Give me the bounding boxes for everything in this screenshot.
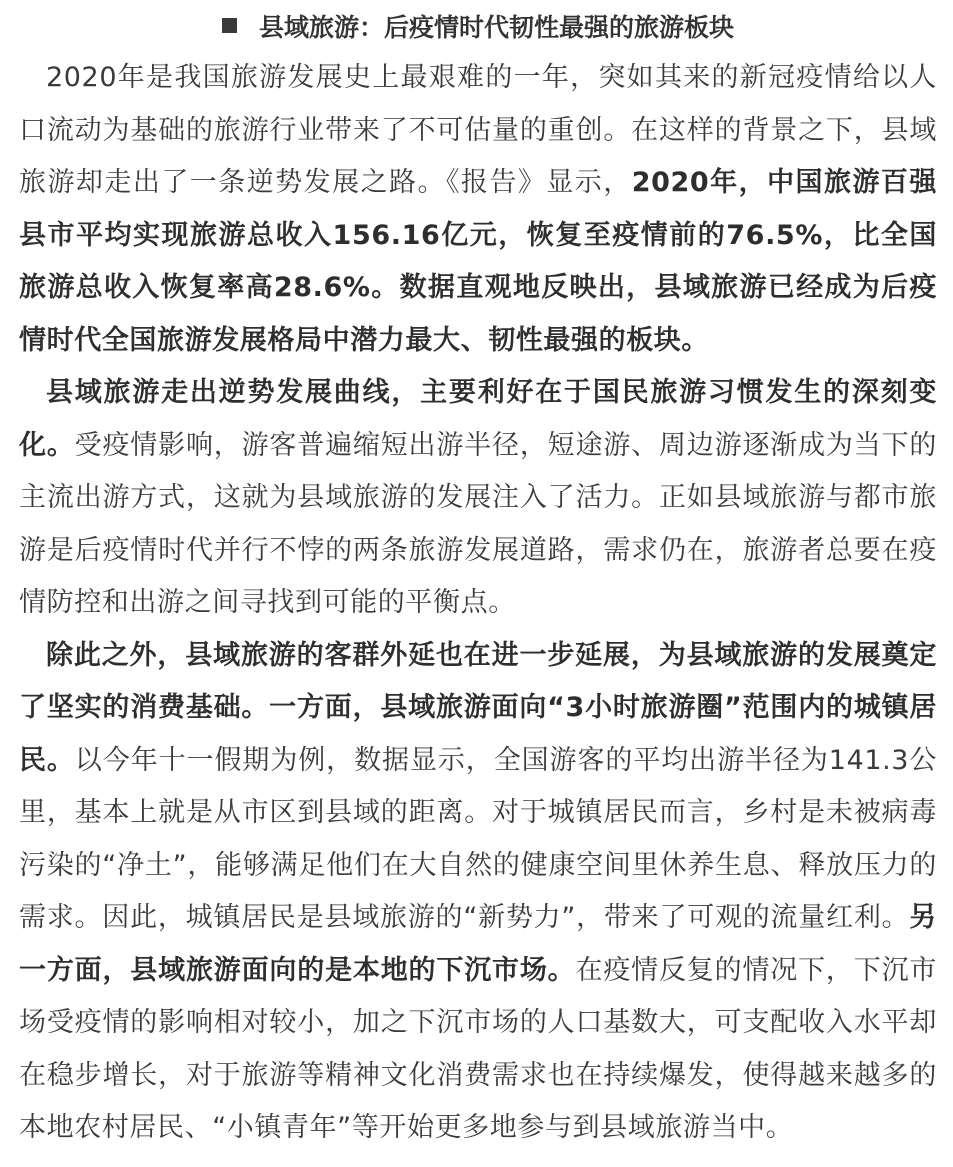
paragraph-1-text: 2020年是我国旅游发展史上最艰难的一年，突如其来的新冠疫情给以人口流动为基础的旅游行业带来了不可估量的重创。在这样的背景之下，县域旅游却走出了一条逆势发展之路。《报告》显示， (19, 62, 937, 198)
paragraph-3-bold-text-1: 除此之外，县域旅游的客群外延也在进一步延展，为县域旅游的发展奠定了坚实的消费基础。一方面，县域旅游面向“3小时旅游圈”范围内的城镇居民。 (19, 639, 937, 776)
square-bullet-icon (222, 18, 237, 33)
section-heading-text: 县域旅游：后疫情时代韧性最强的旅游板块 (258, 13, 734, 42)
paragraph-2-text: 受疫情影响，游客普遍缩短出游半径，短途游、周边游逐渐成为当下的主流出游方式，这就为县域旅游的发展注入了活力。正如县域旅游与都市旅游是后疫情时代并行不悖的两条旅游发展道路，需求仍在，旅游者总要在疫情防控和出游之间寻找到可能的平衡点。 (19, 429, 937, 618)
paragraph-2-bold-text: 县域旅游走出逆势发展曲线，主要利好在于国民旅游习惯发生的深刻变化。 (19, 377, 937, 461)
paragraph-3-text-2: 在疫情反复的情况下，下沉市场受疫情的影响相对较小，加之下沉市场的人口基数大，可支配收入水平却在稳步增长，对于旅游等精神文化消费需求也在持续爆发，使得越来越多的本地农村居民、“小镇青年”等开始更多地参与到县域旅游当中。 (19, 954, 937, 1143)
paragraph-2 (19, 367, 937, 630)
paragraph-3-bold-text-2: 另一方面，县域旅游面向的是本地的下沉市场。 (19, 902, 937, 986)
section-heading (19, 4, 937, 52)
article (19, 4, 937, 1155)
paragraph-3 (19, 630, 937, 1155)
paragraph-1 (19, 52, 937, 367)
paragraph-3-text-1: 以今年十一假期为例，数据显示，全国游客的平均出游半径为141.3公里，基本上就是从市区到县域的距离。对于城镇居民而言，乡村是未被病毒污染的“净土”，能够满足他们在大自然的健康空间里休养生息、释放压力的需求。因此，城镇居民是县域旅游的“新势力”，带来了可观的流量红利。 (19, 744, 938, 933)
paragraph-1-bold-text: 2020年，中国旅游百强县市平均实现旅游总收入156.16亿元，恢复至疫情前的76.5%，比全国旅游总收入恢复率高28.6%。数据直观地反映出，县域旅游已经成为后疫情时代全国旅游发展格局中潜力最大、韧性最强的板块。 (19, 167, 937, 356)
